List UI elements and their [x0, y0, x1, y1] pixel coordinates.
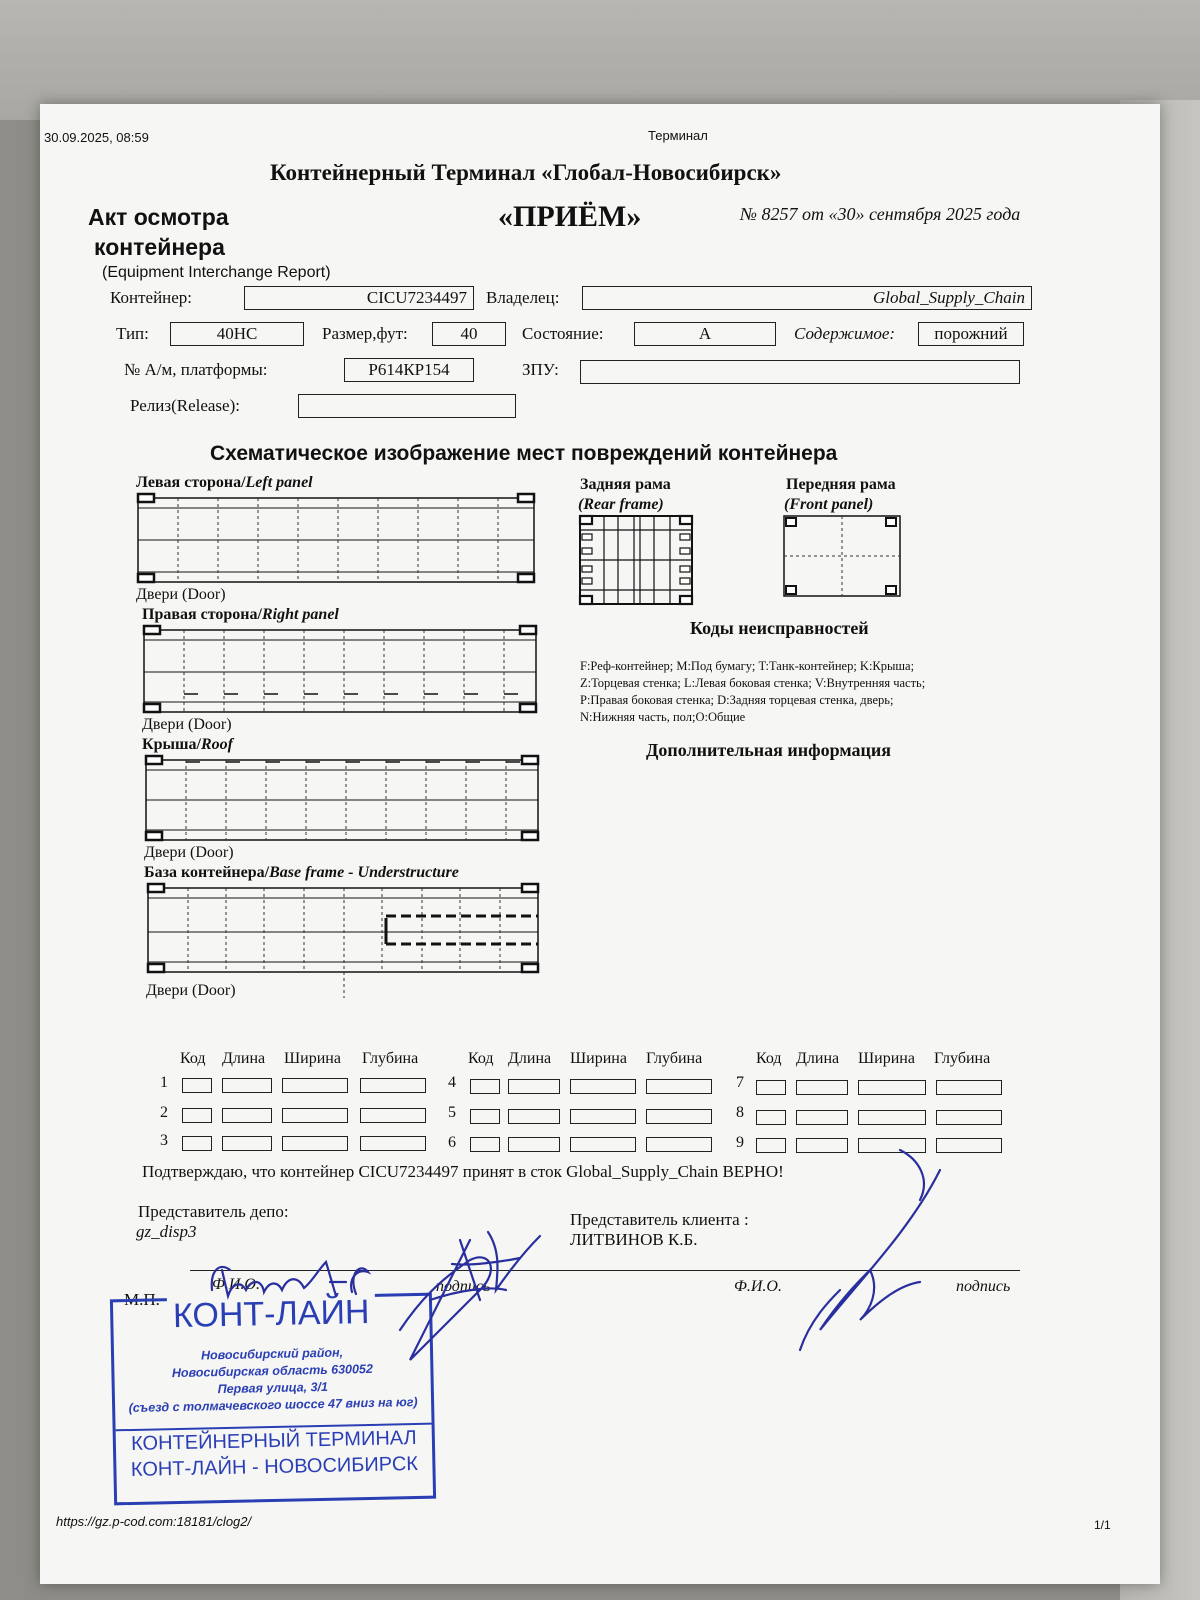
- client-sign-label: подпись: [956, 1278, 1011, 1295]
- row-number: 6: [448, 1134, 456, 1151]
- client-name: ЛИТВИНОВ К.Б.: [570, 1230, 698, 1249]
- depot-sign-label: подпись: [436, 1278, 491, 1295]
- report-name-line2: контейнера: [94, 234, 225, 260]
- stamp-footer-line2: КОНТ-ЛАЙН - НОВОСИБИРСК: [130, 1452, 419, 1481]
- content-label: Содержимое:: [794, 324, 896, 343]
- front-panel-label: Передняя рама: [786, 476, 896, 493]
- col-length-1: Длина: [222, 1050, 266, 1067]
- row-number: 4: [448, 1074, 456, 1091]
- right-panel-en: Right panel: [261, 606, 339, 623]
- col-length-2: Длина: [508, 1050, 552, 1067]
- depot-user: gz_disp3: [136, 1222, 197, 1241]
- depot-fio-label: Ф.И.О.: [212, 1276, 260, 1293]
- client-rep-label: Представитель клиента :: [570, 1210, 749, 1229]
- stamp-address-line: Новосибирский район,: [200, 1345, 344, 1363]
- state-label: Состояние:: [522, 324, 604, 343]
- footer-url: https://gz.p-cod.com:18181/clog2/: [56, 1514, 252, 1529]
- container-label: Контейнер:: [110, 288, 193, 307]
- right-panel-ru: Правая сторона/: [142, 606, 262, 623]
- terminal-title: Контейнерный Терминал «Глобал-Новосибирск»: [270, 160, 782, 185]
- confirmation-text: Подтверждаю, что контейнер CICU7234497 принят в сток Global_Supply_Chain ВЕРНО!: [142, 1162, 784, 1181]
- left-panel-en: Left panel: [245, 474, 313, 491]
- page-number: 1/1: [1094, 1518, 1111, 1532]
- mp-label: М.П.: [124, 1290, 160, 1309]
- size-field: 40: [432, 322, 506, 346]
- col-length-3: Длина: [796, 1050, 840, 1067]
- container-field: CICU7234497: [244, 286, 474, 310]
- roof-en: Roof: [200, 736, 233, 753]
- vehicle-field: Р614КР154: [344, 358, 474, 382]
- owner-field: Global_Supply_Chain: [582, 286, 1032, 310]
- col-code-1: Код: [180, 1050, 206, 1067]
- defect-codes-line3: P:Правая боковая стенка; D:Задняя торцевая стенка, дверь;: [580, 693, 894, 707]
- zpu-label: ЗПУ:: [522, 360, 559, 379]
- vehicle-label: № А/м, платформы:: [124, 360, 268, 379]
- schematic-title: Схематическое изображение мест повреждений контейнера: [210, 442, 838, 465]
- report-number: № 8257 от «30» сентября 2025 года: [740, 204, 1021, 224]
- col-width-1: Ширина: [284, 1050, 341, 1067]
- rear-frame-en: (Rear frame): [578, 496, 664, 513]
- print-header-center: Терминал: [648, 128, 708, 143]
- release-label: Релиз(Release):: [130, 396, 240, 415]
- row-number: 7: [736, 1074, 744, 1091]
- front-panel-en: (Front panel): [784, 496, 874, 513]
- row-number: 3: [160, 1132, 168, 1149]
- defect-codes-line2: Z:Торцевая стенка; L:Левая боковая стенка; V:Внутренняя часть;: [580, 676, 926, 690]
- stamp-address-line: (съезд с толмачевского шоссе 47 вниз на юг): [128, 1394, 418, 1416]
- base-door: Двери (Door): [146, 982, 236, 999]
- left-panel-door: Двери (Door): [136, 586, 226, 603]
- type-label: Тип:: [116, 324, 149, 343]
- rear-frame-label: Задняя рама: [580, 476, 671, 493]
- row-number: 2: [160, 1104, 168, 1121]
- right-panel-door: Двери (Door): [142, 716, 232, 733]
- additional-info-title: Дополнительная информация: [646, 740, 891, 760]
- print-datetime: 30.09.2025, 08:59: [44, 130, 149, 145]
- stamp-address-line: Новосибирская область 630052: [171, 1361, 374, 1381]
- state-field: A: [634, 322, 776, 346]
- row-number: 9: [736, 1134, 744, 1151]
- defect-codes-title: Коды неисправностей: [690, 618, 869, 638]
- col-width-2: Ширина: [570, 1050, 627, 1067]
- stamp-footer-line1: КОНТЕЙНЕРНЫЙ ТЕРМИНАЛ: [130, 1427, 417, 1455]
- stamp-name: КОНТ-ЛАЙН: [167, 1293, 376, 1336]
- col-depth-1: Глубина: [362, 1050, 419, 1067]
- col-depth-2: Глубина: [646, 1050, 703, 1067]
- stamp-address-line: Первая улица, 3/1: [217, 1379, 329, 1397]
- content-field: порожний: [918, 322, 1024, 346]
- col-depth-3: Глубина: [934, 1050, 991, 1067]
- col-code-3: Код: [756, 1050, 782, 1067]
- size-label: Размер,фут:: [322, 324, 408, 343]
- type-field: 40HC: [170, 322, 304, 346]
- row-number: 8: [736, 1104, 744, 1121]
- col-width-3: Ширина: [858, 1050, 915, 1067]
- depot-rep-label: Представитель депо:: [138, 1202, 289, 1221]
- defect-codes-line4: N:Нижняя часть, пол;O:Общие: [580, 710, 746, 724]
- roof-ru: Крыша/: [142, 736, 201, 753]
- row-number: 5: [448, 1104, 456, 1121]
- owner-label: Владелец:: [486, 288, 560, 307]
- report-mode: «ПРИЁМ»: [498, 200, 642, 233]
- defect-codes-line1: F:Реф-контейнер; M:Под бумагу; T:Танк-контейнер; K:Крыша;: [580, 659, 915, 673]
- report-name-en: (Equipment Interchange Report): [102, 264, 331, 281]
- row-number: 1: [160, 1074, 168, 1091]
- base-ru: База контейнера/: [144, 864, 270, 881]
- client-fio-label: Ф.И.О.: [734, 1278, 782, 1295]
- base-en: Base frame - Understructure: [269, 864, 459, 881]
- left-panel-ru: Левая сторона/: [136, 474, 246, 491]
- report-name-line1: Акт осмотра: [88, 204, 229, 230]
- roof-door: Двери (Door): [144, 844, 234, 861]
- col-code-2: Код: [468, 1050, 494, 1067]
